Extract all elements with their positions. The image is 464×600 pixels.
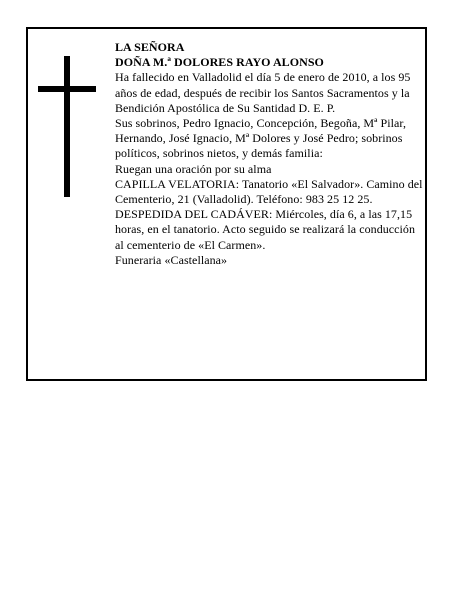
obituary-notice bbox=[26, 27, 427, 381]
notice-text bbox=[115, 40, 423, 268]
cross-icon bbox=[38, 56, 96, 197]
wake-location: CAPILLA VELATORIA: Tanatorio «El Salvador». Camino del Cementerio, 21 (Valladolid). Teléfono: 983 25 12 25. bbox=[115, 176, 423, 207]
notice-title: LA SEÑORA bbox=[115, 40, 185, 54]
funeral-home: Funeraria «Castellana» bbox=[115, 252, 228, 267]
cross-horizontal-bar bbox=[38, 86, 96, 92]
death-announcement: Ha fallecido en Valladolid el día 5 de enero de 2010, a los 95 años de edad, después de recibir los Santos Sacramentos y la Bendición Apostólica de Su Santidad D. E. P. bbox=[115, 70, 411, 115]
prayer-request: Ruegan una oración por su alma bbox=[115, 161, 272, 176]
funeral-details: DESPEDIDA DEL CADÁVER: Miércoles, día 6, a las 17,15 horas, en el tanatorio. Acto seguido se realizará la conducción al cementerio de «El Carmen». bbox=[115, 207, 416, 252]
cross-vertical-bar bbox=[64, 56, 70, 197]
family-list: Sus sobrinos, Pedro Ignacio, Concepción, Begoña, Mª Pilar, Hernando, José Ignacio, Mª Dolores y José Pedro; sobrinos políticos, sobrinos nietos, y demás familia: bbox=[115, 116, 407, 161]
deceased-name: DOÑA M.ª DOLORES RAYO ALONSO bbox=[115, 55, 324, 70]
